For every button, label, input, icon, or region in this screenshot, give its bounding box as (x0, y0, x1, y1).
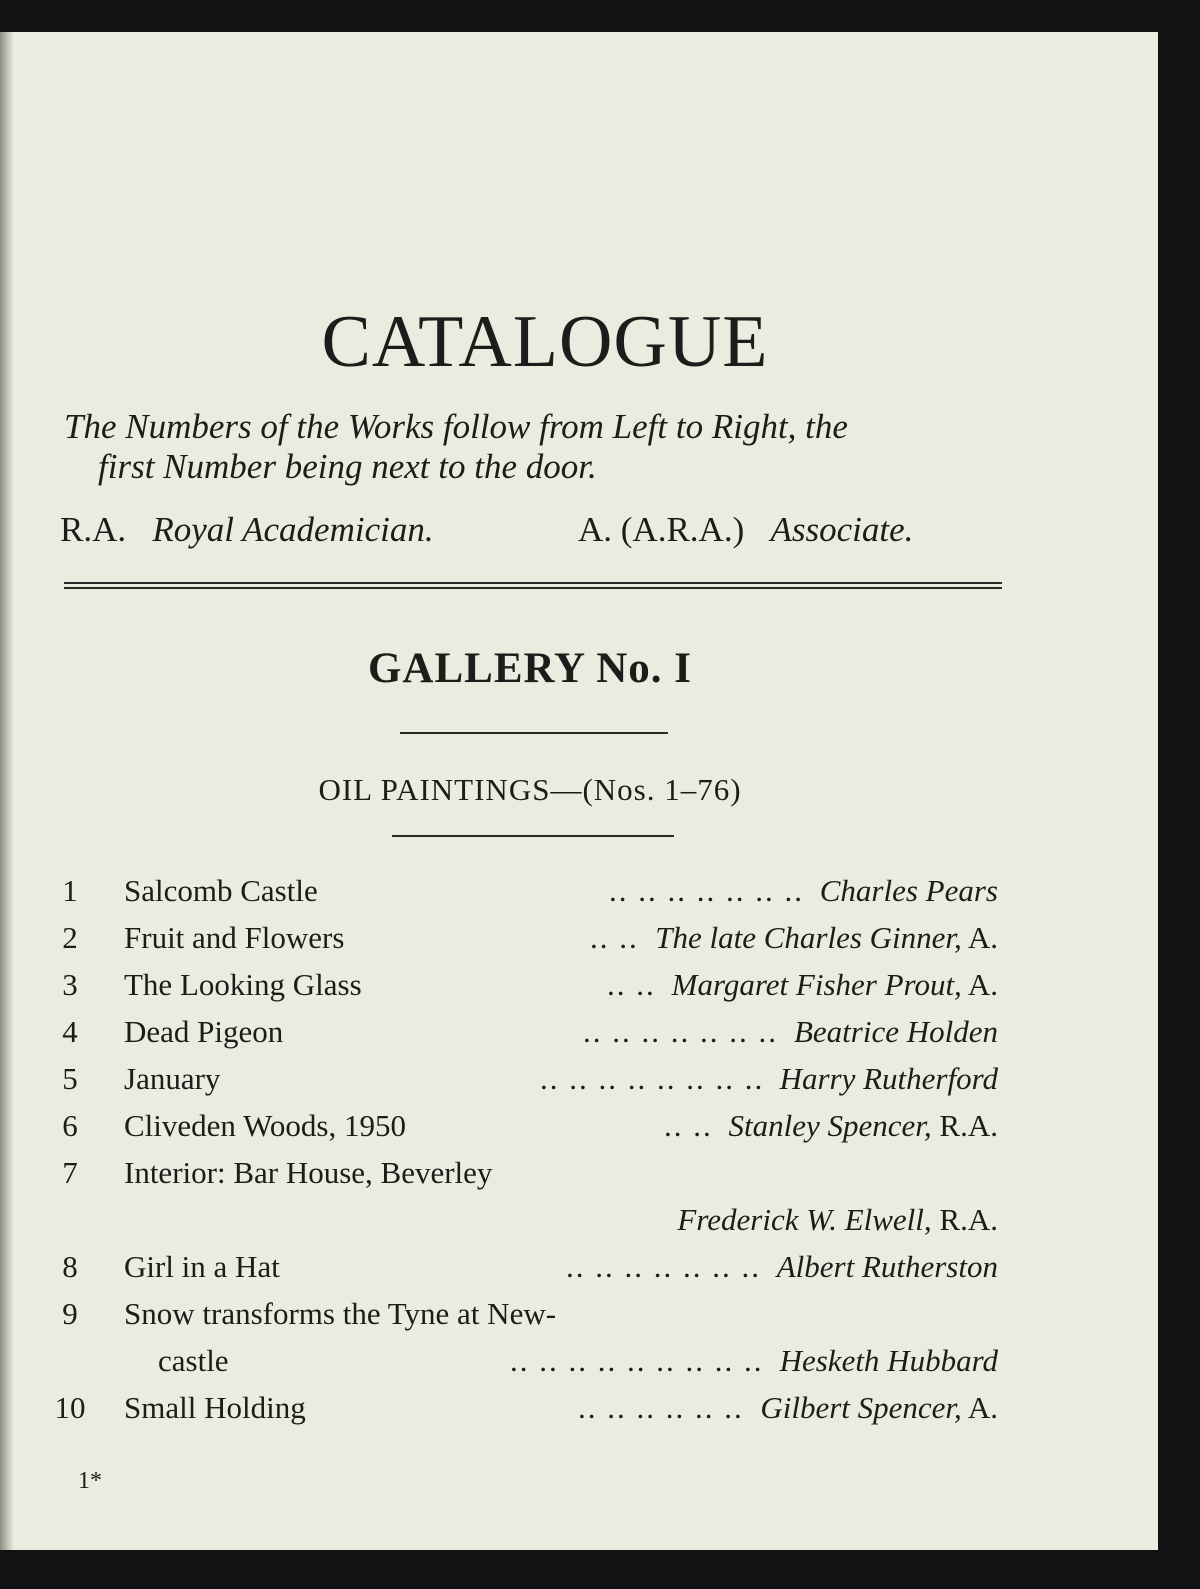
catalogue-entry (40, 1337, 1020, 1384)
entry-title: Small Holding (124, 1390, 306, 1425)
catalogue-entry (40, 1102, 1020, 1149)
entry-leader-dots: .. .. .. .. .. .. .. (566, 1249, 761, 1284)
entry-artist-name: Albert Rutherston (776, 1249, 998, 1284)
catalogue-entry (40, 914, 1020, 961)
entry-artist-name: Frederick W. Elwell, (677, 1202, 932, 1237)
abbr-a: A. (A.R.A.) (578, 510, 745, 549)
entry-title: January (124, 1061, 221, 1096)
entry-number: 1 (62, 873, 78, 908)
catalogue-entry (40, 1243, 1020, 1290)
entry-number: 8 (62, 1249, 78, 1284)
catalogue-page (0, 32, 1158, 1550)
entry-artist (655, 914, 998, 961)
entry-title: Dead Pigeon (124, 1014, 284, 1049)
abbr-ra-meaning: Royal Academician. (152, 510, 434, 549)
entry-artist-name: Gilbert Spencer, (760, 1390, 962, 1425)
entry-artist-name: Beatrice Holden (793, 1014, 998, 1049)
catalogue-entry (40, 1055, 1020, 1102)
entry-title: Cliveden Woods, 1950 (124, 1108, 406, 1143)
double-rule-divider (64, 582, 1002, 589)
entry-title: Fruit and Flowers (124, 920, 345, 955)
entry-artist (820, 867, 998, 914)
entry-title: Interior: Bar House, Beverley (124, 1155, 493, 1190)
entry-number: 4 (62, 1014, 78, 1049)
entry-leader-dots: .. .. .. .. .. .. .. .. .. (510, 1343, 764, 1378)
entry-leader-dots: .. .. .. .. .. .. .. (609, 873, 804, 908)
entry-leader-dots: .. .. .. .. .. .. (578, 1390, 744, 1425)
entry-artist (729, 1102, 998, 1149)
abbr-ra: R.A. (60, 510, 127, 549)
entry-artist-name: Harry Rutherford (779, 1061, 998, 1096)
entry-artist-name: Stanley Spencer, (728, 1108, 932, 1143)
entry-artist-suffix: R.A. (931, 1202, 998, 1237)
catalogue-entry (40, 1384, 1020, 1431)
page-title: CATALOGUE (321, 301, 769, 383)
entry-title: Snow transforms the Tyne at New- (124, 1296, 557, 1331)
entry-artist-name: Charles Pears (819, 873, 998, 908)
entry-artist (760, 1384, 998, 1431)
entry-artist-name: Hesketh Hubbard (779, 1343, 998, 1378)
signature-mark: 1* (78, 1468, 102, 1494)
entry-leader-dots: .. .. (590, 920, 639, 955)
intro-line-2: first Number being next to the door. (98, 447, 597, 486)
catalogue-entry (40, 867, 1020, 914)
entry-leader-dots: .. .. (607, 967, 656, 1002)
abbr-a-meaning: Associate. (770, 510, 914, 549)
entry-artist (780, 1337, 998, 1384)
entry-artist-name: The late Charles Ginner, (655, 920, 962, 955)
entry-artist-name: Margaret Fisher Prout, (671, 967, 962, 1002)
entry-artist (777, 1243, 998, 1290)
entry-number: 10 (54, 1390, 86, 1425)
entry-number: 2 (62, 920, 78, 955)
entry-artist-suffix: R.A. (931, 1108, 998, 1143)
entry-title: castle (158, 1343, 229, 1378)
entry-title: Salcomb Castle (124, 873, 318, 908)
short-rule-divider-bottom (392, 835, 674, 837)
catalogue-entry (40, 1196, 1020, 1243)
entry-artist (780, 1055, 998, 1102)
entry-artist (672, 961, 998, 1008)
entry-number: 6 (62, 1108, 78, 1143)
catalogue-entry (40, 961, 1020, 1008)
entry-artist-suffix: A. (961, 1390, 998, 1425)
gallery-heading: GALLERY No. I (367, 645, 693, 692)
entry-leader-dots: .. .. .. .. .. .. .. .. (540, 1061, 765, 1096)
short-rule-divider-top (400, 732, 668, 734)
catalogue-entry (40, 1008, 1020, 1055)
entry-artist (794, 1008, 998, 1055)
entry-number: 9 (62, 1296, 78, 1331)
intro-text (64, 407, 848, 487)
entry-leader-dots: .. .. .. .. .. .. .. (583, 1014, 778, 1049)
entry-number: 3 (62, 967, 78, 1002)
abbreviations (60, 510, 1010, 550)
entry-artist-suffix: A. (961, 967, 998, 1002)
intro-line-1: The Numbers of the Works follow from Left to Right, the (64, 407, 848, 446)
catalogue-entry-list (40, 867, 1020, 1431)
catalogue-entry (40, 1290, 1020, 1337)
entry-number: 7 (62, 1155, 78, 1190)
entry-title: Girl in a Hat (124, 1249, 280, 1284)
entry-artist (677, 1196, 998, 1243)
entry-number: 5 (62, 1061, 78, 1096)
entry-leader-dots: .. .. (664, 1108, 713, 1143)
entry-title: The Looking Glass (124, 967, 362, 1002)
section-heading: OIL PAINTINGS—(Nos. 1–76) (318, 772, 742, 807)
catalogue-entry (40, 1149, 1020, 1196)
entry-artist-suffix: A. (961, 920, 998, 955)
